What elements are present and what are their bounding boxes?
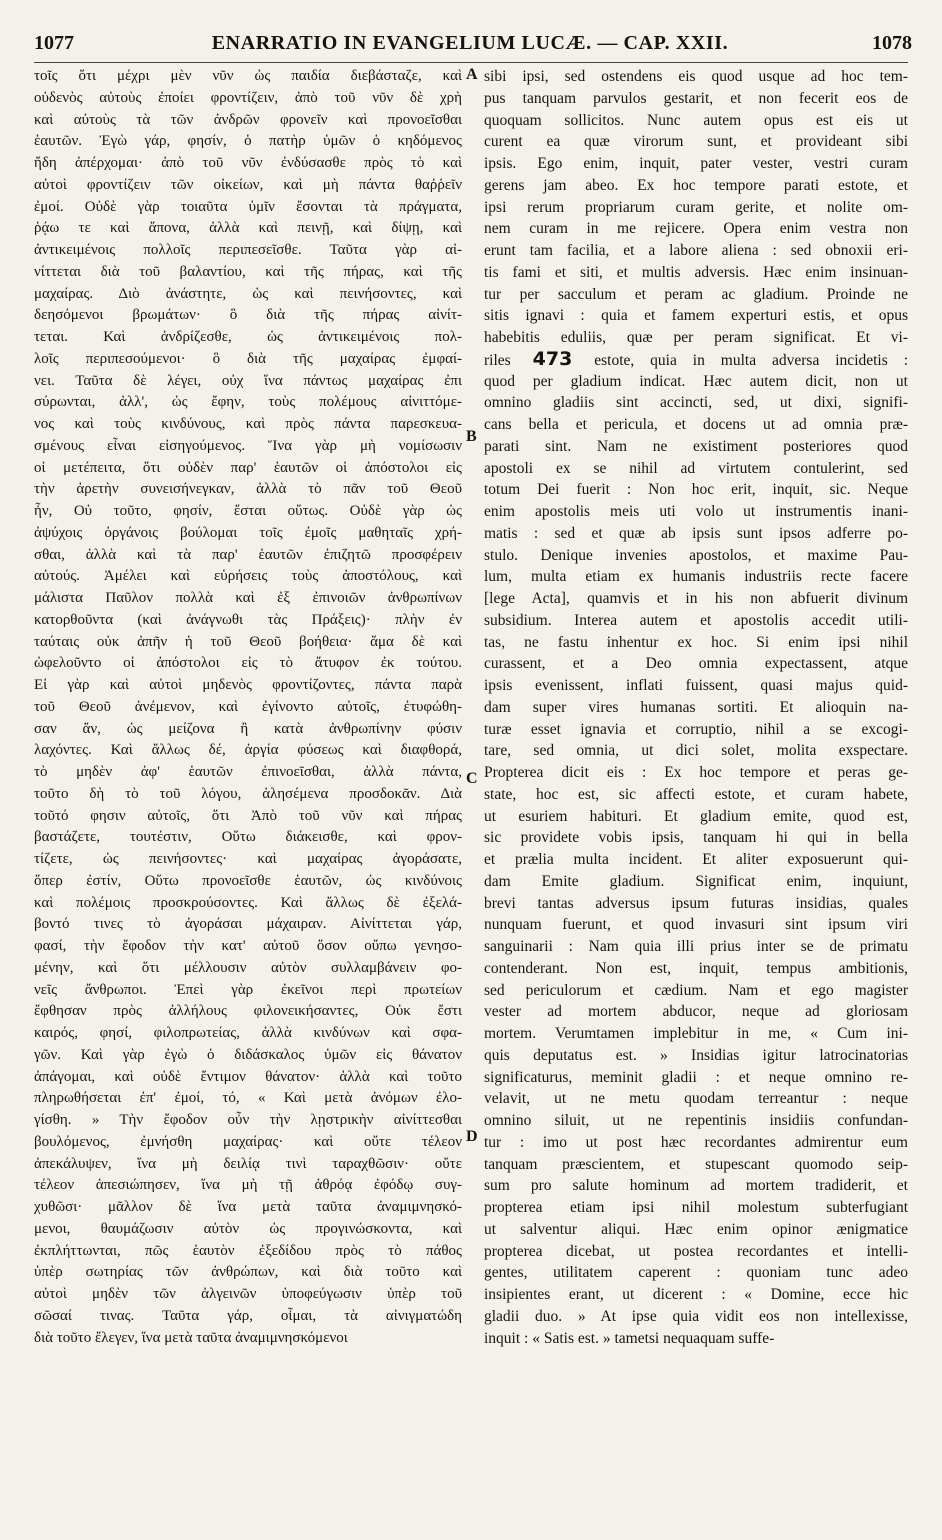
latin-text-column [484,66,908,1349]
latin-line: dam super vires humanas sortiti. Et alioquin na- [484,698,908,716]
greek-line: ὑπὲρ σωτηρίας τῶν ἀνθρώπων, καὶ διὰ τοῦτο καὶ [34,1264,462,1281]
latin-line: pus tanquam parvulos gestarit, et non fecerit eos de [484,89,908,107]
greek-line: αὐτοὶ φροντίζειν τῶν οἰκείων, καὶ μὴ πάντα θαῤῥεῖν [34,176,462,193]
margin-marker-d: D [466,1128,478,1145]
greek-line: ταύταις οὐκ ἀπῆν ἡ τοῦ Θεοῦ βοήθεια· ἅμα δὲ καὶ [34,633,462,650]
latin-line: omnino siluit, ut ne repentinis insidiis confundan- [484,1112,908,1129]
latin-line: contenderant. Non est, inquit, tempus ambitionis, [484,959,908,977]
greek-line: φασί, τὴν ἔφοδον τὴν κατ' αὐτοῦ ὅσον οὔπω γενησο- [34,938,462,954]
margin-marker-b: B [466,428,477,445]
latin-line: dam Emite gladium. Significat enim, inquiunt, [484,872,908,890]
header-rule [34,62,908,63]
latin-line: matis : sed et quæ ab ipsis sunt ipsos adferre po- [484,524,908,542]
greek-line: ἐκπλήττωνται, πῶς ἑαυτὸν ἐξεδίδου πρὸς τὸ πάθος [34,1242,462,1259]
latin-line: brevi tantas adversus ipsum futuras insidias, quales [484,894,908,912]
greek-line: τοῖς ὅτι μέχρι μὲν νῦν ὡς παιδία διεβάσταζε, καὶ [34,68,462,84]
greek-line: κατορθοῦντα (καὶ ἀνάγνωθι τὰς Πράξεις)· πλὴν ἐν [34,611,462,628]
latin-line: tur : imo ut post hæc recordantes admirentur eum [484,1133,908,1151]
latin-line: tare, sed omnia, ut dici solet, molita exspectare. [484,742,908,760]
greek-line: οὐδενὸς αὐτοὺς ἐποίει φροντίζειν, ἀπὸ τοῦ νῦν δὲ χρὴ [34,89,462,106]
latin-line: cans bella et pericula, et docens ut ad omnia præ- [484,416,908,433]
greek-line: τὸ μηδὲν ἀφ' ἑαυτῶν ἐπινοεῖσθαι, ἀλλὰ πάντα, [34,764,462,780]
greek-line: τίζετε, ὡς πεινήσοντες· καὶ μαχαίρας ἀγοράσατε, [34,851,462,867]
latin-line: sum pro salute hominum ad mortem tradiderit, et [484,1177,908,1195]
latin-line: [lege Acta], quamvis et in his non abfuerit divinum [484,590,908,607]
latin-line: ut esuriem habituri. Et gladium emite, quod est, [484,807,908,825]
latin-line: lum, multa etiam ex humanis industriis recte facere [484,568,908,586]
latin-line: sibi ipsi, sed ostendens eis quod usque ad hoc tem- [484,68,908,85]
latin-line: erunt tam facilia, et a labore aliena : sed obnoxii eri- [484,242,908,259]
latin-line: mortem. Verumtamen implebitur in me, « Cum ini- [484,1025,908,1042]
page-number-right: 1078 [872,32,912,54]
greek-line: βουλόμενος, ἐμνήσθη μαχαίρας· καὶ οὔτε τέλεον [34,1133,462,1150]
greek-line: σαν ἄν, ὡς μείζονα ἢ κατὰ ἀνθρωπίνην φύσιν [34,720,462,737]
page-header [0,32,942,64]
greek-line: τέλεον ἀπεσιώπησεν, ἵνα μὴ τῇ ἀθρόᾳ ἐφόδῳ συγ- [34,1177,462,1194]
latin-line: ipsis. Ego enim, inquit, pater vester, vestri curam [484,155,908,172]
latin-line: sanguinarii : Nam quia illi prius inter se de primatu [484,938,908,955]
latin-line: omnino gladiis sint accincti, sed, ut dixi, signifi- [484,394,908,412]
latin-line: ut salventur aliqui. Hæc enim opinor ænigmatice [484,1220,908,1238]
greek-line: καὶ πολέμοις προσκρούσοντες. Καὶ ἄλλως δὲ ἐξελά- [34,894,462,911]
margin-marker-a: A [466,66,478,83]
greek-line: ἀπάγομαι, καὶ οὐδὲ ἔντιμον θάνατον· ἀλλὰ καὶ τοῦτο [34,1068,462,1085]
greek-line: αὐτοὶ μηδὲν τῶν ἀλγεινῶν ὑποφεύγωσιν ὑπὲρ τοῦ [34,1286,462,1302]
latin-line: nunquam fuerunt, et quod invasuri sint ipsum viri [484,916,908,934]
latin-line: gentes, utilitatem caperent : quoniam tunc adeo [484,1264,908,1282]
greek-line: νίττεται διὰ τοῦ βαλαντίου, καὶ τῆς πήρας, καὶ τῆς [34,263,462,280]
greek-line: καιρός, φησί, φιλοπρωτείας, ἀλλὰ κινδύνων καὶ σφα- [34,1025,462,1041]
latin-line: velavit, ut ne metu quodam terreantur : neque [484,1090,908,1108]
greek-line: γῶν. Καὶ γὰρ ἐγὼ ὁ διδάσκαλος ὑμῶν εἰς θάνατον [34,1046,462,1063]
greek-line: τοῦ Θεοῦ ἀνέμενον, καὶ ἐγίνοντο αὐτοῖς, ἐτυφώθη- [34,698,462,715]
greek-line: δεησόμενοι βρωμάτων· ὃ διὰ τῆς πήρας αἰνίτ- [34,307,462,324]
greek-line: μενοι, θαυμάζωσιν αὐτὸν ὡς προγινώσκοντα, καὶ [34,1220,462,1237]
greek-line: γίσθη. » Τὴν ἔφοδον οὖν τὴν λῃστρικὴν αἰνίττεσθαι [34,1112,462,1128]
latin-line: totum Dei fuerit : Non hoc erit, inquit, sic. Neque [484,481,908,499]
latin-line: et prælia multa incident. Et aliter exposuerunt qui- [484,851,908,868]
greek-line: ἀπεκάλυψεν, ἵνα μὴ δειλίᾳ τινὶ ταραχθῶσιν· οὔτε [34,1155,462,1172]
greek-line: λοῖς περιπεσούμενοι· ὃ διὰ τῆς μαχαίρας ἐμφαί- [34,350,462,367]
latin-line: nem curam in me rejicere. Opera enim vestra non [484,220,908,238]
greek-line: μάλιστα Παῦλον πολλὰ καὶ ἐξ ἐπινοιῶν ἀνθρωπίνων [34,590,462,606]
latin-line: sitis ignavi : quia et famem experturi estis, et opus [484,307,908,325]
greek-line: μαχαίρας. Διὸ ἀνάστητε, ὡς καὶ πεινήσοντες, καὶ [34,285,462,302]
greek-text-column [34,66,462,1349]
greek-line: τοῦτο δὴ τὸ τοῦ λόγου, ἀλησέμενα προσδοκᾶν. Διὰ [34,785,462,802]
greek-line: σύρωνται, ἀλλ', ὡς ἔφην, τοὺς πολέμους αἰνιττόμε- [34,394,462,411]
greek-line: νει. Ταῦτα δὲ λέγει, οὐχ ἵνα πάντως μαχαίρας ἐπι [34,372,462,389]
greek-line: σμένους εἶναι εἰσηγούμενος. Ἵνα γὰρ μὴ νομίσωσιν [34,437,462,454]
greek-line: πληρωθήσεται ἐπ' ἐμοί, τό, « Καὶ μετὰ ἀνόμων ἐλο- [34,1090,462,1107]
latin-line: propterea etiam ipsi nihil molestum subterfugiant [484,1199,908,1216]
latin-line: curent ea quæ virorum sunt, et provideant sibi [484,133,908,151]
latin-line: quod per gladium indicat. Hæc autem dicit, non ut [484,372,908,390]
greek-line: διὰ τοῦτο ἔλεγεν, ἵνα μετὰ ταῦτα ἀναμιμνησκόμενοι [34,1329,348,1346]
greek-line: ἔφθησαν πρὸς ἀλλήλους φιλονεικήσαντες, Οὐκ ἔστι [34,1003,462,1020]
greek-line: σθαι, ἀλλὰ καὶ τὰ παρ' ἑαυτῶν ἐπιζητῶ προσφέρειν [34,546,462,563]
greek-line: καὶ αὐτοὺς τὰ τῶν ἀνδρῶν φρονεῖν καὶ προνοεῖσθαι [34,111,462,128]
margin-marker-c: C [466,770,478,787]
latin-line: tis fami et siti, et multis adversis. Hæc enim insinuan- [484,263,908,281]
latin-line: parati sint. Nam ne existiment posteriores quod [484,437,908,455]
greek-line: ἦν, Οὐ τοῦτο, φησίν, ἔσται οὕτως. Οὐδὲ γὰρ ὡς [34,503,462,519]
greek-line: οἱ μετέπειτα, ὅτι οὐδὲν παρ' ἑαυτῶν οἱ ἀπόστολοι εἰς [34,459,462,476]
greek-line: τοῦτό φησιν αὐτοῖς, ὅτι Ἀπὸ τοῦ νῦν καὶ πήρας [34,807,462,824]
greek-line: ἀντικειμένοις πολλοῖς περιπεσεῖσθε. Ταῦτα γὰρ αἰ- [34,242,462,258]
latin-line: gladii duo. » At ipse quia vidit eos non intellexisse, [484,1307,908,1325]
latin-line: inquit : « Satis est. » tametsi nequaquam suffe- [484,1329,775,1347]
running-title: ENARRATIO IN EVANGELIUM LUCÆ. — CAP. XXII. [211,32,729,54]
greek-line: ἐμοί. Οὐδὲ γὰρ τοιαῦτα ὑμῖν ἔσονται τὰ πράγματα, [34,198,462,215]
latin-line: stulo. Denique invenies apostolos, et maxime Pau- [484,546,908,564]
greek-line: σῶσαί τινας. Ταῦτα γάρ, οἶμαι, τὰ αἰνιγματώδη [34,1307,462,1324]
latin-line: quoquam sollicitos. Nunc autem opus est eis ut [484,111,908,129]
greek-line: βοντό τινες τὸ ἀγοράσαι μάχαιραν. Αἰνίττεται γάρ, [34,916,462,933]
greek-line: ῥᾴω τε καὶ ἄπονα, ἀλλὰ καὶ πεινῇ, καὶ δίψῃ, καὶ [34,220,462,237]
latin-line: Propterea dicit eis : Ex hoc tempore et peras ge- [484,764,908,781]
greek-line: ἀψύχοις ὀργάνοις βούλομαι τοῖς ἐμοῖς μαθηταῖς χρή- [34,524,462,541]
greek-line: τεται. Καὶ ἀνδρίζεσθε, ὡς ἀντικειμένοις πολ- [34,329,462,345]
latin-line: curassent, et a Deo omnia expectassent, atque [484,655,908,673]
latin-line: quis deputatus est. » Insidias igitur latrocinatorias [484,1046,908,1064]
latin-line: tas, ne fastu inhentur ex hoc. Si enim ipsi nihil [484,633,908,651]
greek-line: λαχόντες. Καὶ ἄλλως δέ, ἀργία φύσεως καὶ διαφθορά, [34,742,462,759]
latin-line: apostoli ex se nihil ad virtutem contulerint, sed [484,459,908,477]
column-number: 473 [532,348,573,370]
latin-line: significaturus, meminit gladii : et neque omnino re- [484,1068,908,1086]
latin-line: tur per sacculum et peram ac gladium. Proinde ne [484,285,908,303]
greek-line: τὴν ἀρετὴν συνεισήνεγκαν, ἀλλὰ τὸ πᾶν τοῦ Θεοῦ [34,481,462,498]
latin-line: sed periculorum et cædium. Nam et ego magister [484,981,908,999]
latin-line: subsidium. Interea autem et apostolis accedit utili- [484,611,908,629]
greek-line: βαστάζετε, τουτέστιν, Οὕτω διάκεισθε, καὶ φρον- [34,829,462,846]
greek-line: μένην, καὶ ὅτι μέλλουσιν αὐτὸν συλλαμβάνειν φο- [34,959,462,976]
latin-line: ipsis evenissent, inflati fuissent, quasi majus quid- [484,677,908,694]
greek-line: ἤδη ἀπέρχομαι· ἀπὸ τοῦ νῦν ἐνδύσασθε πρὸς τὸ καὶ [34,155,462,171]
greek-line: νος καὶ τοὺς κινδύνους, καὶ πρὸς πάντα παρεσκευα- [34,416,462,432]
latin-line: riles 473 estote, quia in multa adversa incidetis : [484,348,908,370]
greek-line: νεῖς ἄνθρωποι. Ἐπεὶ γὰρ ἐκεῖνοι περὶ πρωτείων [34,981,462,998]
latin-line: vester ad mortem abducor, neque ad gloriosam [484,1003,908,1021]
greek-line: ἑαυτῶν. Ἐγὼ γάρ, φησίν, ὁ πατὴρ ὑμῶν ὁ κηδόμενος [34,133,462,150]
greek-line: ὅπερ ἐστίν, Οὕτω προνοεῖσθε ἑαυτῶν, ὡς κινδύνοις [34,872,462,889]
latin-line: sic providete vobis ipsis, tanquam hi qui in bella [484,829,908,847]
greek-line: Εἰ γὰρ καὶ αὐτοὶ μηδενὸς φροντίζοντες, πάντα παρὰ [34,677,462,693]
latin-line: insipientes erant, ut dicerent : « Domine, ecce hic [484,1286,908,1303]
latin-line: turæ esset ignavia et corruptio, nihil a se excogi- [484,720,908,738]
page-number-left: 1077 [34,32,74,54]
latin-line: tanquam præscientem, et stupescant quomodo seip- [484,1155,908,1173]
latin-line: habebitis eduliis, quæ per peram significat. Et vi- [484,329,908,346]
latin-line: gerens jam abeo. Ex hoc tempore parati estote, et [484,176,908,194]
latin-line: enim apostolis meis uti volo ut instrumentis inani- [484,503,908,520]
greek-line: ὠφελοῦντο οἱ ἀπόστολοι εἰς τὸ ἄτυφον ἐκ τούτου. [34,655,462,672]
latin-line: propterea dicebat, ut postea recordantes et intelli- [484,1242,908,1260]
latin-line: state, hoc est, sic affecti estote, et curam habete, [484,785,908,803]
greek-line: χυθῶσι· μᾶλλον δὲ ἵνα μετὰ ταῦτα ἀναμιμνησκό- [34,1199,462,1215]
latin-line: ipsi rerum propriarum curam gerite, et nolite om- [484,198,908,216]
greek-line: αὐτούς. Ἀμέλει καὶ εὑρήσεις τοὺς ἀποστόλους, καὶ [34,568,462,585]
